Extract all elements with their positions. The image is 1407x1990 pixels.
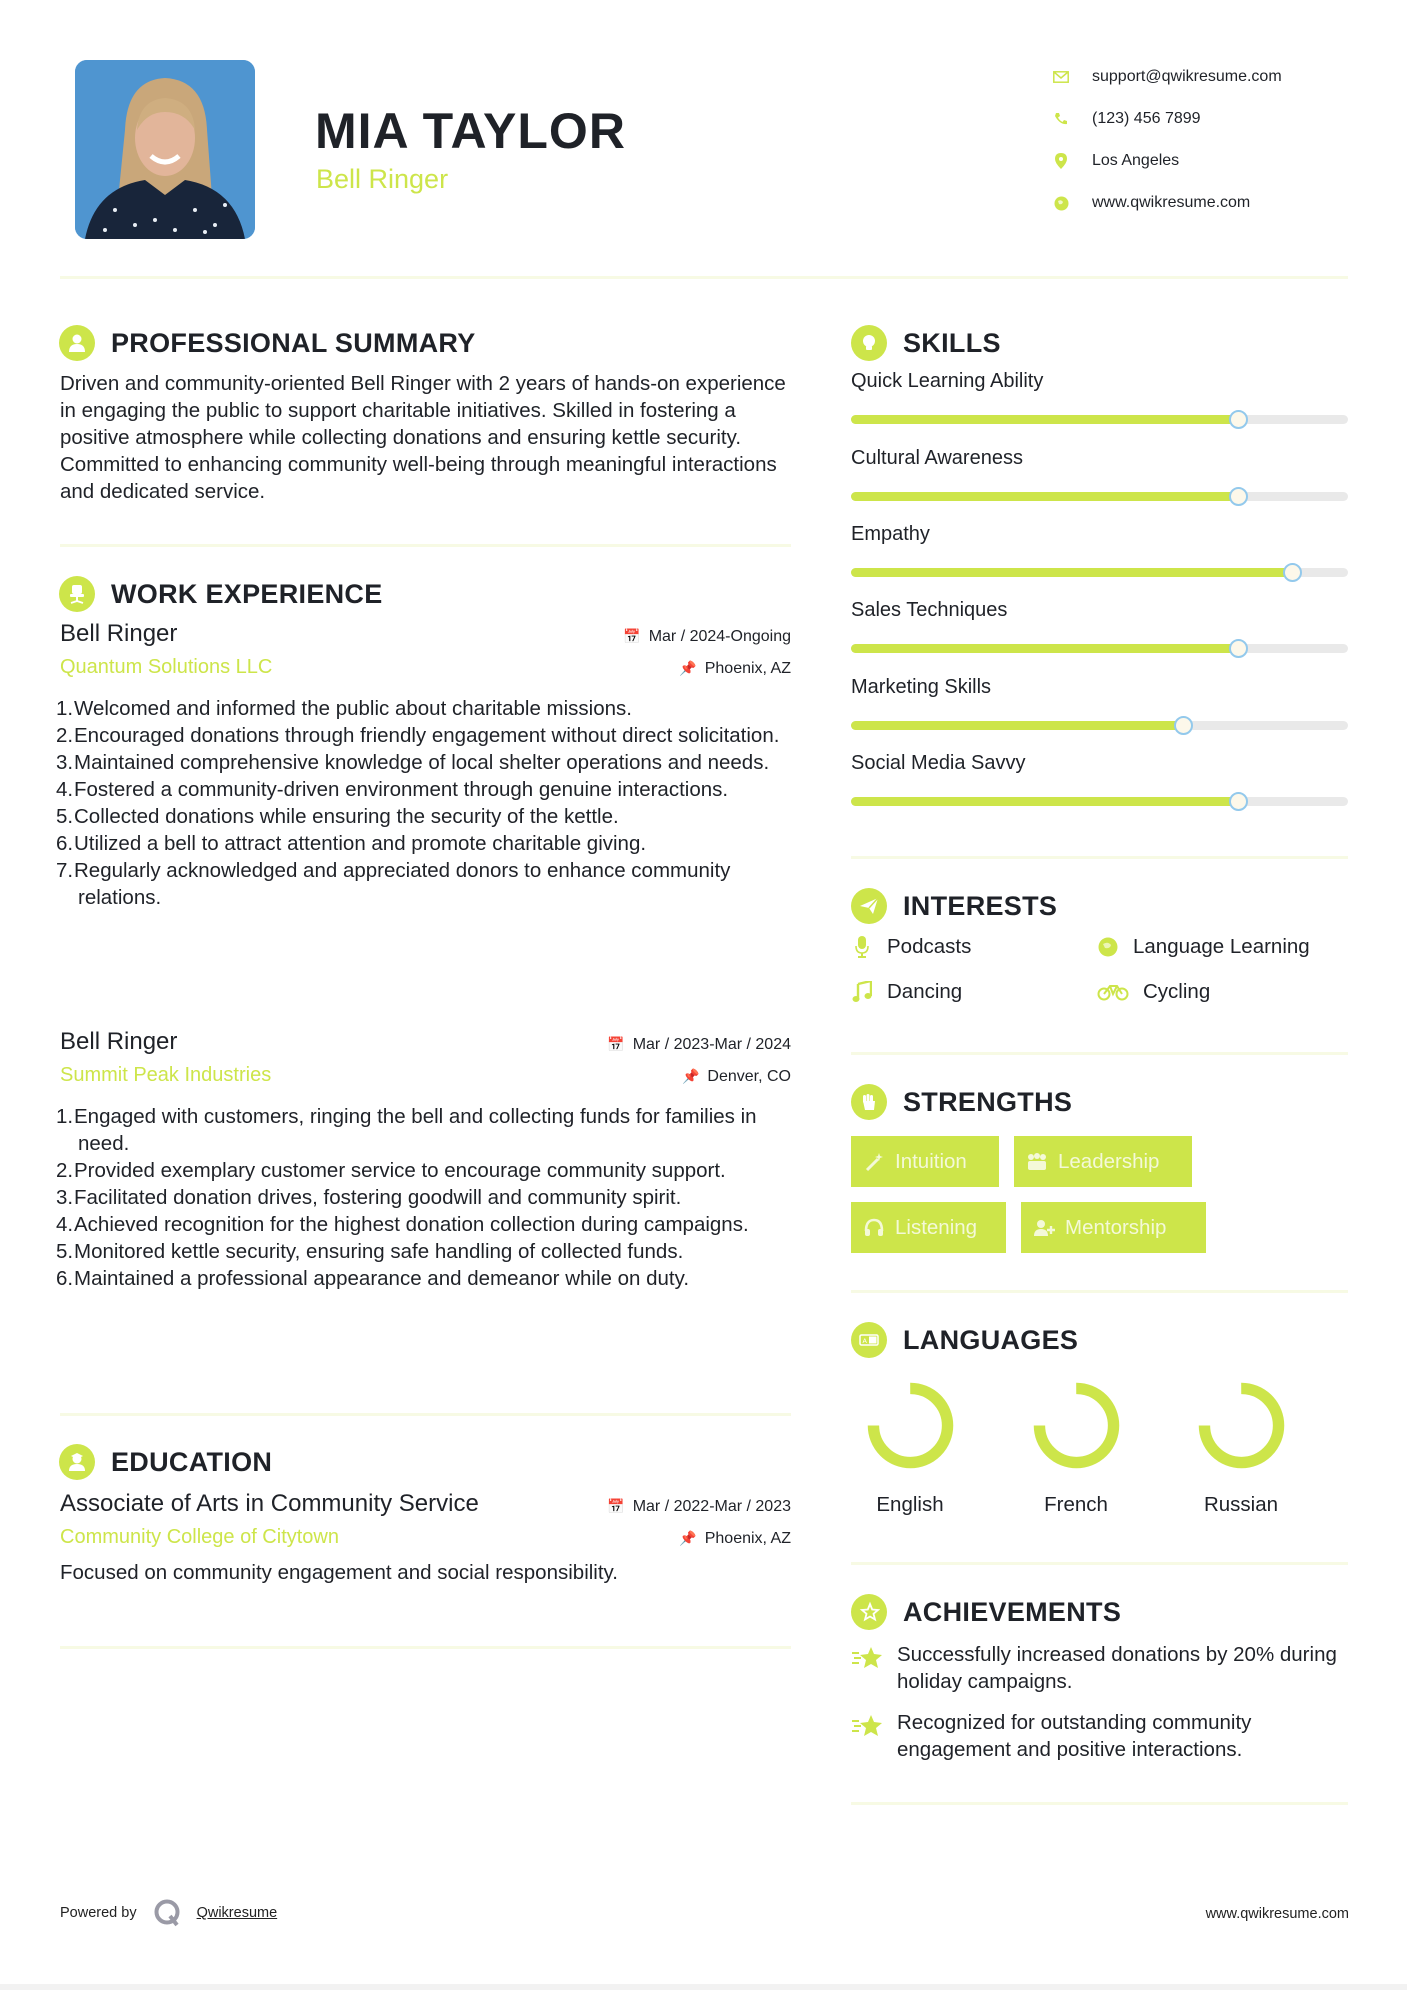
duty-item: 4.Achieved recognition for the highest donation collection during campaigns.: [56, 1213, 749, 1236]
profile-photo: [75, 60, 255, 239]
footer-website-link[interactable]: www.qwikresume.com: [1205, 1906, 1349, 1922]
job-location: 📌 Phoenix, AZ: [679, 659, 791, 677]
envelope-icon: [1052, 68, 1070, 86]
candidate-name: MIA TAYLOR: [315, 103, 626, 159]
job-title: Bell Ringer: [60, 1028, 178, 1055]
calendar-icon: 📅: [607, 1036, 625, 1052]
portrait-image: [75, 60, 255, 239]
languages-divider: [851, 1562, 1348, 1565]
skill-slider[interactable]: [851, 721, 1348, 730]
footer-powered-by: Powered by Qwikresume: [60, 1898, 277, 1928]
skill-slider[interactable]: [851, 415, 1348, 424]
contact-list: [1052, 56, 1282, 224]
contact-email-text: support@qwikresume.com: [1092, 68, 1282, 85]
contact-phone[interactable]: [1052, 98, 1282, 140]
school-name: Community College of Citytown: [60, 1526, 339, 1548]
duty-item: 2.Provided exemplary customer service to encourage community support.: [56, 1159, 726, 1182]
skill-item: Social Media Savvy: [851, 752, 1348, 806]
skill-item: Quick Learning Ability: [851, 370, 1348, 424]
duty-item: 5.Monitored kettle security, ensuring safe handling of collected funds.: [56, 1240, 684, 1263]
qwikresume-link[interactable]: Qwikresume: [196, 1905, 278, 1921]
svg-text:A: A: [862, 1337, 867, 1345]
duty-item: 2.Encouraged donations through friendly engagement without direct solicitation.: [56, 724, 780, 747]
slider-knob[interactable]: [1229, 792, 1248, 811]
skill-slider[interactable]: [851, 568, 1348, 577]
candidate-title: Bell Ringer: [316, 164, 449, 194]
duty-item: 7.Regularly acknowledged and appreciated donors to enhance community relations.: [56, 859, 731, 909]
star-badge-icon: [851, 1594, 887, 1630]
phone-icon: [1052, 110, 1070, 128]
education-heading: EDUCATION: [59, 1444, 272, 1480]
achievements-divider: [851, 1802, 1348, 1805]
interest-item: Podcasts: [851, 935, 971, 959]
headphones-icon: [863, 1217, 885, 1239]
contact-phone-text: (123) 456 7899: [1092, 110, 1201, 127]
paper-plane-icon: [851, 888, 887, 924]
interests-heading: INTERESTS: [851, 888, 1057, 924]
skill-item: Cultural Awareness: [851, 447, 1348, 501]
pushpin-icon: 📌: [681, 1068, 700, 1084]
contact-website[interactable]: [1052, 182, 1282, 224]
music-note-icon: [851, 981, 873, 1003]
user-icon: [59, 325, 95, 361]
skills-divider: [851, 856, 1348, 859]
graduate-icon: [59, 1444, 95, 1480]
contact-website-text: www.qwikresume.com: [1092, 194, 1251, 211]
qwikresume-logo-icon: [153, 1898, 183, 1928]
job-company: Summit Peak Industries: [60, 1064, 272, 1086]
achievements-heading: ACHIEVEMENTS: [851, 1594, 1121, 1630]
duty-item: 5.Collected donations while ensuring the security of the kettle.: [56, 805, 619, 828]
skill-slider[interactable]: [851, 644, 1348, 653]
duty-item: 1.Engaged with customers, ringing the bell and collecting funds for families in need.: [56, 1105, 757, 1155]
strength-chip-leadership: Leadership: [1014, 1136, 1192, 1187]
skills-heading: SKILLS: [851, 325, 1001, 361]
slider-knob[interactable]: [1229, 410, 1248, 429]
contact-email[interactable]: [1052, 56, 1282, 98]
summary-text: Driven and community-oriented Bell Ringer with 2 years of hands-on experience in engaging the public to support charitable initiatives. Skilled in fostering a positive atmosphere while collecting donations and ensuring kettle security. Committed to enhancing community well-being through meaningful interactions and dedicated service.: [60, 372, 786, 503]
job-company: Quantum Solutions LLC: [60, 656, 273, 678]
job-entry: [56, 1028, 791, 1292]
lightbulb-icon: [851, 325, 887, 361]
language-item: Russian: [1181, 1378, 1301, 1517]
strength-chip-intuition: Intuition: [851, 1136, 999, 1187]
language-item: English: [850, 1378, 970, 1517]
degree-title: Associate of Arts in Community Service: [60, 1490, 479, 1517]
pushpin-icon: 📌: [679, 660, 697, 676]
group-icon: [1026, 1151, 1048, 1173]
experience-heading: WORK EXPERIENCE: [59, 576, 383, 612]
skill-item: Sales Techniques: [851, 599, 1348, 653]
job-dates: 📅 Mar / 2023-Mar / 2024: [607, 1035, 791, 1053]
skill-item: Empathy: [851, 523, 1348, 577]
interest-item: Cycling: [1097, 980, 1210, 1004]
slider-knob[interactable]: [1229, 639, 1248, 658]
skill-item: Marketing Skills: [851, 676, 1348, 730]
microphone-icon: [851, 936, 873, 958]
summary-divider: [60, 544, 791, 547]
user-plus-icon: [1033, 1217, 1055, 1239]
achievement-item: Recognized for outstanding community engagement and positive interactions.: [851, 1709, 1348, 1763]
job-duties: [56, 695, 791, 911]
duty-item: 1.Welcomed and informed the public about charitable missions.: [56, 697, 632, 720]
language-item: French: [1016, 1378, 1136, 1517]
strength-chip-mentorship: Mentorship: [1021, 1202, 1206, 1253]
languages-heading: A LANGUAGES: [851, 1322, 1078, 1358]
strength-chip-listening: Listening: [851, 1202, 1006, 1253]
job-dates: 📅 Mar / 2024-Ongoing: [623, 627, 791, 645]
translate-icon: [851, 1322, 887, 1358]
fist-icon: [851, 1084, 887, 1120]
duty-item: 4.Fostered a community-driven environment through genuine interactions.: [56, 778, 729, 801]
job-location: 📌 Denver, CO: [681, 1067, 791, 1085]
globe-icon: [1097, 937, 1119, 957]
shooting-star-icon: [851, 1709, 885, 1763]
duty-item: 6.Utilized a bell to attract attention and promote charitable giving.: [56, 832, 647, 855]
page-bottom-edge: [0, 1984, 1407, 1990]
job-entry: [56, 620, 791, 911]
interest-item: Language Learning: [1097, 935, 1310, 959]
map-pin-icon: [1052, 152, 1070, 170]
education-location: 📌 Phoenix, AZ: [679, 1529, 791, 1547]
bicycle-icon: [1097, 983, 1129, 1001]
contact-location: [1052, 140, 1282, 182]
office-chair-icon: [59, 576, 95, 612]
pushpin-icon: 📌: [679, 1530, 697, 1546]
slider-knob[interactable]: [1229, 487, 1248, 506]
language-ring: [1194, 1378, 1289, 1473]
interest-item: Dancing: [851, 980, 962, 1004]
shooting-star-icon: [851, 1641, 885, 1695]
education-entry: [60, 1490, 791, 1586]
job-duties: [56, 1103, 791, 1292]
skill-slider[interactable]: [851, 492, 1348, 501]
calendar-icon: 📅: [623, 628, 641, 644]
strengths-divider: [851, 1290, 1348, 1293]
strengths-heading: STRENGTHS: [851, 1084, 1072, 1120]
duty-item: 3.Facilitated donation drives, fostering goodwill and community spirit.: [56, 1186, 682, 1209]
education-dates: 📅 Mar / 2022-Mar / 2023: [607, 1497, 791, 1515]
experience-divider: [60, 1413, 791, 1416]
education-divider: [60, 1646, 791, 1649]
education-description: Focused on community engagement and social responsibility.: [60, 1561, 618, 1584]
magic-wand-icon: [863, 1151, 885, 1173]
language-ring: [1029, 1378, 1124, 1473]
language-ring: [863, 1378, 958, 1473]
globe-icon: [1052, 194, 1070, 212]
achievement-item: Successfully increased donations by 20% during holiday campaigns.: [851, 1641, 1348, 1695]
duty-item: 6.Maintained a professional appearance and demeanor while on duty.: [56, 1267, 690, 1290]
job-title: Bell Ringer: [60, 620, 178, 647]
calendar-icon: 📅: [607, 1498, 625, 1514]
skill-slider[interactable]: [851, 797, 1348, 806]
duty-item: 3.Maintained comprehensive knowledge of local shelter operations and needs.: [56, 751, 770, 774]
slider-knob[interactable]: [1283, 563, 1302, 582]
contact-location-text: Los Angeles: [1092, 152, 1180, 169]
interests-divider: [851, 1052, 1348, 1055]
summary-heading: PROFESSIONAL SUMMARY: [59, 325, 476, 361]
header-divider: [60, 276, 1348, 279]
slider-knob[interactable]: [1174, 716, 1193, 735]
